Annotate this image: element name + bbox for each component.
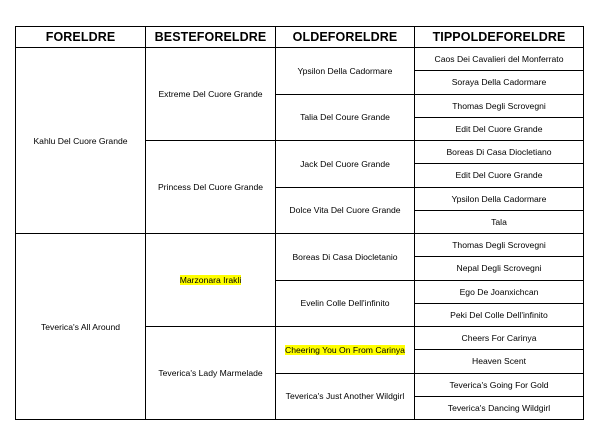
gg-grandparent-cell — [415, 350, 584, 373]
gg-grandparent-cell — [415, 48, 584, 71]
parent-cell — [16, 48, 146, 234]
gg-grandparent-name: Cheers For Carinya — [461, 333, 537, 344]
great-grandparent-name: Dolce Vita Del Cuore Grande — [289, 205, 401, 216]
parent-cell — [16, 234, 146, 420]
gg-grandparent-name: Teverica's Going For Gold — [449, 379, 549, 390]
great-grandparent-cell — [276, 141, 415, 188]
gg-grandparent-cell — [415, 396, 584, 419]
parent-name: Kahlu Del Cuore Grande — [33, 135, 128, 146]
gg-grandparent-cell — [415, 373, 584, 396]
gg-grandparent-name: Ypsilon Della Cadormare — [451, 193, 547, 204]
grandparent-name: Teverica's Lady Marmelade — [158, 368, 263, 378]
header-besteforeldre: BESTEFORELDRE — [146, 27, 276, 48]
great-grandparent-name: Jack Del Cuore Grande — [300, 158, 390, 169]
great-grandparent-cell — [276, 327, 415, 374]
gg-grandparent-cell — [415, 71, 584, 94]
header-tippoldeforeldre: TIPPOLDEFORELDRE — [415, 27, 584, 48]
header-oldeforeldre: OLDEFORELDRE — [276, 27, 415, 48]
great-grandparent-cell — [276, 234, 415, 281]
great-grandparent-cell — [276, 187, 415, 234]
table-row — [16, 234, 584, 257]
great-grandparent-name: Teverica's Just Another Wildgirl — [285, 391, 405, 402]
grandparent-cell — [146, 141, 276, 234]
header-row — [16, 27, 584, 48]
gg-grandparent-cell — [415, 280, 584, 303]
grandparent-name-highlighted: Marzonara Irakli — [179, 275, 242, 285]
great-grandparent-name: Talia Del Coure Grande — [300, 112, 390, 123]
gg-grandparent-name: Ego De Joanxichcan — [459, 286, 539, 297]
gg-grandparent-name: Peki Del Colle Dell'infinito — [450, 309, 548, 320]
great-grandparent-name: Evelin Colle Dell'infinito — [300, 298, 390, 309]
gg-grandparent-cell — [415, 141, 584, 164]
gg-grandparent-cell — [415, 94, 584, 117]
great-grandparent-cell — [276, 48, 415, 95]
gg-grandparent-cell — [415, 303, 584, 326]
great-grandparent-name: Ypsilon Della Cadormare — [297, 65, 393, 76]
gg-grandparent-cell — [415, 327, 584, 350]
gg-grandparent-name: Thomas Degli Scrovegni — [452, 240, 546, 251]
grandparent-name: Princess Del Cuore Grande — [157, 182, 264, 192]
great-grandparent-cell — [276, 280, 415, 327]
gg-grandparent-name: Edit Del Cuore Grande — [455, 123, 543, 134]
gg-grandparent-name: Thomas Degli Scrovegni — [452, 100, 546, 111]
parent-name: Teverica's All Around — [40, 321, 121, 332]
table-row — [16, 48, 584, 71]
gg-grandparent-name: Edit Del Cuore Grande — [455, 170, 543, 181]
great-grandparent-name: Boreas Di Casa Diocletanio — [292, 251, 398, 262]
great-grandparent-name-highlighted: Cheering You On From Carinya — [285, 344, 405, 355]
gg-grandparent-cell — [415, 164, 584, 187]
grandparent-cell — [146, 327, 276, 420]
gg-grandparent-name: Nepal Degli Scrovegni — [456, 263, 542, 274]
gg-grandparent-name: Teverica's Dancing Wildgirl — [447, 402, 551, 413]
pedigree-table — [15, 26, 584, 420]
gg-grandparent-name: Tala — [491, 216, 507, 227]
gg-grandparent-name: Heaven Scent — [472, 356, 526, 367]
great-grandparent-cell — [276, 94, 415, 141]
grandparent-cell — [146, 234, 276, 327]
gg-grandparent-cell — [415, 117, 584, 140]
grandparent-name: Extreme Del Cuore Grande — [158, 89, 263, 99]
gg-grandparent-name: Caos Dei Cavalieri del Monferrato — [434, 54, 564, 65]
gg-grandparent-name: Soraya Della Cadormare — [451, 77, 547, 88]
gg-grandparent-cell — [415, 257, 584, 280]
great-grandparent-cell — [276, 373, 415, 420]
header-foreldre: FORELDRE — [16, 27, 146, 48]
gg-grandparent-cell — [415, 234, 584, 257]
gg-grandparent-cell — [415, 187, 584, 210]
grandparent-cell — [146, 48, 276, 141]
gg-grandparent-name: Boreas Di Casa Diocletiano — [446, 147, 552, 158]
gg-grandparent-cell — [415, 210, 584, 233]
